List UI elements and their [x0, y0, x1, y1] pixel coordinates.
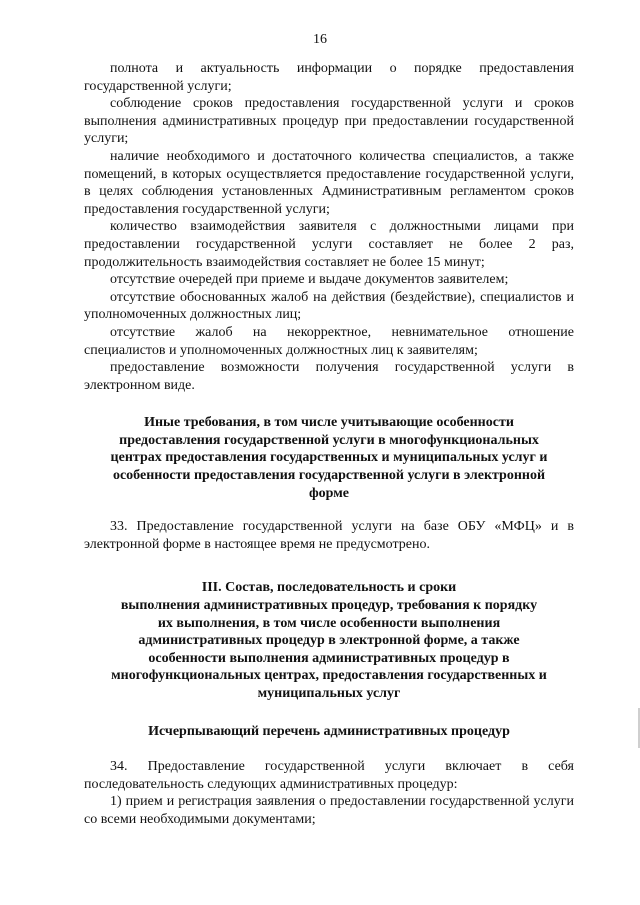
page-number: 16 — [313, 32, 327, 47]
section-3-heading: III. Состав, последовательность и сроки выполнения административных процедур, требования к порядку их выполнения, в том числе особенности выполнения административных процедур в электронной форме, а также особенности выполнения административных процедур в многофункциональных центрах, предоставления государственных и муниципальных услуг — [111, 580, 547, 701]
document-body — [84, 60, 574, 829]
criterion-paragraph: отсутствие обоснованных жалоб на действия (бездействие), специалистов и уполномоченных должностных лиц; — [84, 289, 574, 323]
criterion-paragraph: предоставление возможности получения государственной услуги в электронном виде. — [84, 360, 574, 393]
list-item-1: 1) прием и регистрация заявления о предоставлении государственной услуги со всеми необходимыми документами; — [84, 794, 574, 827]
criterion-paragraph: соблюдение сроков предоставления государственной услуги и сроков выполнения административных процедур при предоставлении государственной услуги; — [84, 96, 574, 147]
criterion-paragraph: отсутствие очередей при приеме и выдаче документов заявителем; — [110, 272, 509, 288]
paragraph-33: 33. Предоставление государственной услуги на базе ОБУ «МФЦ» и в электронной форме в настоящее время не предусмотрено. — [84, 519, 574, 552]
criterion-paragraph: наличие необходимого и достаточного количества специалистов, а также помещений, в которых осуществляется предоставление государственной услуги, в целях соблюдения установленных Административным регламентом сроков предоставления государственной услуги; — [84, 148, 574, 217]
criterion-paragraph: количество взаимодействия заявителя с должностными лицами при предоставлении государственной услуги составляет не более 2 раз, продолжительность взаимодействия составляет не более 15 минут; — [84, 219, 574, 270]
heading-other-requirements: Иные требования, в том числе учитывающие особенности предоставления государственной услуги в многофункциональных центрах предоставления государственных и муниципальных услуг и особенности предоставления государственной услуги в электронной форме — [110, 415, 548, 501]
paragraph-34: 34. Предоставление государственной услуги включает в себя последовательность следующих административных процедур: — [84, 759, 574, 792]
criterion-paragraph: отсутствие жалоб на некорректное, невнимательное отношение специалистов и уполномоченных должностных лиц к заявителям; — [84, 324, 574, 358]
heading-exhaustive-list: Исчерпывающий перечень административных процедур — [148, 723, 510, 739]
criterion-paragraph: полнота и актуальность информации о порядке предоставления государственной услуги; — [84, 61, 574, 94]
